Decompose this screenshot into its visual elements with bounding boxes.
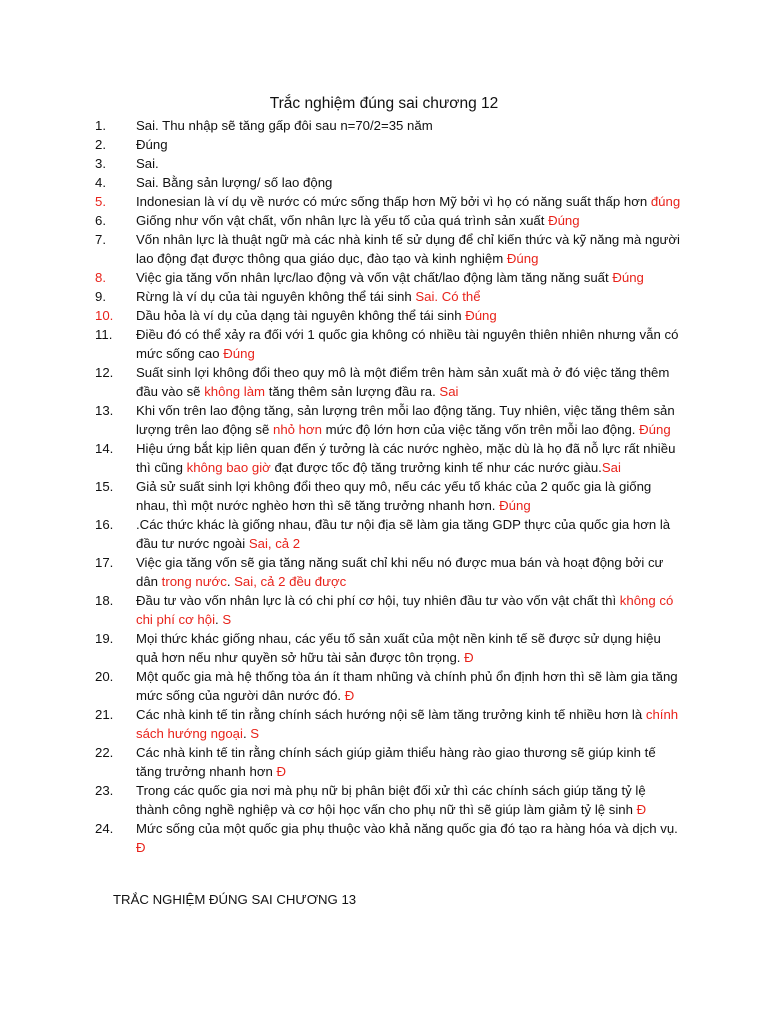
question-number: 6. (95, 213, 106, 228)
question-text (136, 669, 678, 703)
statement-text: đạt được tốc độ tăng trưởng kinh tế như các nước giàu. (270, 460, 602, 475)
answer-highlight: trong nước (161, 574, 227, 589)
question-number: 14. (95, 441, 114, 456)
statement-text: Các nhà kinh tế tin rằng chính sách giúp giảm thiểu hàng rào giao thương sẽ giúp kinh tế tăng trưởng nhanh hơn (136, 745, 656, 779)
statement-text: . (242, 726, 251, 741)
question-number: 4. (95, 175, 106, 190)
answer-highlight: Sai (601, 460, 621, 475)
question-text (136, 745, 656, 779)
answer-highlight: Đ (276, 764, 287, 779)
statement-text: tăng thêm sản lượng đầu ra. (265, 384, 440, 399)
answer-highlight: Đúng (612, 270, 644, 285)
question-text (136, 631, 661, 665)
question-item (0, 439, 681, 477)
answer-highlight: Đ (344, 688, 355, 703)
question-item (0, 743, 681, 781)
statement-text: Hiệu ứng bắt kịp liên quan đến ý tưởng là các nước nghèo, mặc dù là họ đã nỗ lực rất nhiều thì cũng (136, 441, 676, 475)
question-item (0, 211, 681, 230)
question-number: 11. (95, 327, 113, 342)
question-text (136, 194, 680, 209)
question-text (136, 175, 332, 190)
question-text (136, 156, 159, 171)
answer-highlight: Đúng (499, 498, 531, 513)
question-text (136, 821, 678, 855)
question-number: 17. (95, 555, 114, 570)
statement-text: Trong các quốc gia nơi mà phụ nữ bị phân biệt đối xử thì các chính sách giúp tăng tỷ lệ thành công nghề nghiệp và cơ hội học vấn cho phụ nữ thì sẽ giúp làm giảm tỷ lệ sinh (136, 783, 646, 817)
question-text (136, 270, 644, 285)
question-text (136, 555, 663, 589)
answer-highlight: Đúng (465, 308, 497, 323)
answer-highlight: Sai. Có thể (415, 289, 481, 304)
question-number: 24. (95, 821, 114, 836)
statement-text: Đúng (136, 137, 168, 152)
answer-highlight: S (250, 726, 260, 741)
question-item (0, 705, 681, 743)
question-text (136, 289, 481, 304)
question-item (0, 515, 681, 553)
question-text (136, 403, 675, 437)
question-item (0, 192, 681, 211)
question-text (136, 783, 646, 817)
question-number: 16. (95, 517, 114, 532)
question-number: 13. (95, 403, 114, 418)
question-item (0, 325, 681, 363)
statement-text: Việc gia tăng vốn nhân lực/lao động và vốn vật chất/lao động làm tăng năng suất (136, 270, 613, 285)
question-number: 5. (95, 194, 106, 209)
question-number: 15. (95, 479, 114, 494)
answer-highlight: không bao giờ (186, 460, 271, 475)
question-item (0, 667, 681, 705)
answer-highlight: Đúng (506, 251, 539, 266)
question-number: 9. (95, 289, 106, 304)
question-item (0, 629, 681, 667)
question-number: 18. (95, 593, 114, 608)
question-number: 10. (95, 308, 114, 323)
question-number: 19. (95, 631, 114, 646)
question-number: 1. (95, 118, 106, 133)
statement-text: Mức sống của một quốc gia phụ thuộc vào khả năng quốc gia đó tạo ra hàng hóa và dịch vụ. (136, 821, 678, 836)
statement-text: Sai. (136, 156, 159, 171)
answer-highlight: Đ (136, 840, 146, 855)
answer-highlight: Sai, cả 2 (248, 536, 301, 551)
question-number: 2. (95, 137, 106, 152)
answer-highlight: S (222, 612, 232, 627)
question-item (0, 781, 681, 819)
statement-text: mức độ lớn hơn của việc tăng vốn trên mỗi lao động. (321, 422, 640, 437)
answer-highlight: Đúng (548, 213, 580, 228)
next-chapter-heading: TRẮC NGHIỆM ĐÚNG SAI CHƯƠNG 13 (113, 892, 357, 907)
statement-text: Vốn nhân lực là thuật ngữ mà các nhà kinh tế sử dụng để chỉ kiến thức và kỹ năng mà người lao động đạt được thông qua giáo dục, đào tạo và kinh nghiệm (136, 232, 680, 266)
question-item (0, 154, 681, 173)
answer-highlight: đúng (650, 194, 681, 209)
statement-text: Dầu hỏa là ví dụ của dạng tài nguyên không thể tái sinh (136, 308, 466, 323)
question-number: 23. (95, 783, 114, 798)
answer-highlight: Đ (464, 650, 474, 665)
answer-highlight: Đúng (223, 346, 255, 361)
question-list (0, 116, 768, 857)
question-item (0, 230, 681, 268)
question-text (136, 479, 651, 513)
question-item (0, 135, 681, 154)
answer-highlight: không làm (204, 384, 266, 399)
statement-text: .Các thức khác là giống nhau, đầu tư nội địa sẽ làm gia tăng GDP thực của quốc gia hơn là đầu tư nước ngoài (136, 517, 671, 551)
question-item (0, 173, 681, 192)
question-item (0, 116, 681, 135)
answer-highlight: chính sách hướng ngoại (136, 707, 679, 741)
question-number: 21. (95, 707, 114, 722)
answer-highlight: Sai (439, 384, 459, 399)
question-text (136, 441, 675, 475)
statement-text: Indonesian là ví dụ về nước có mức sống thấp hơn Mỹ bởi vì họ có năng suất thấp hơn (136, 194, 651, 209)
statement-text: Việc gia tăng vốn sẽ gia tăng năng suất chỉ khi nếu nó được mua bán và hoạt động bởi cư dân (136, 555, 664, 589)
answer-highlight: Đ (636, 802, 647, 817)
question-item (0, 363, 681, 401)
question-number: 3. (95, 156, 106, 171)
answer-highlight: Sai, cả 2 đều được (234, 574, 347, 589)
question-number: 22. (95, 745, 114, 760)
question-text (136, 517, 670, 551)
statement-text: Giả sử suất sinh lợi không đổi theo quy mô, nếu các yếu tố khác của 2 quốc gia là giống nhau, thì một nước nghèo hơn thì sẽ tăng trưởng nhanh hơn. (136, 479, 652, 513)
question-text (136, 232, 680, 266)
question-text (136, 593, 673, 627)
answer-highlight: nhỏ hơn (272, 422, 322, 437)
statement-text: Sai. Bằng sản lượng/ số lao động (136, 175, 333, 190)
question-text (136, 365, 669, 399)
question-text (136, 327, 678, 361)
question-text (136, 118, 433, 133)
statement-text: Suất sinh lợi không đổi theo quy mô là một điểm trên hàm sản xuất mà ở đó việc tăng thêm đầu vào sẽ (136, 365, 670, 399)
question-item (0, 591, 681, 629)
statement-text: Rừng là ví dụ của tài nguyên không thể tái sinh (136, 289, 416, 304)
question-text (136, 137, 168, 152)
statement-text: Khi vốn trên lao động tăng, sản lượng trên mỗi lao động tăng. Tuy nhiên, việc tăng thêm sản lượng trên lao động sẽ (136, 403, 675, 437)
statement-text: Sai. Thu nhập sẽ tăng gấp đôi sau n=70/2=35 năm (136, 118, 433, 133)
question-number: 20. (95, 669, 114, 684)
question-number: 12. (95, 365, 114, 380)
answer-highlight: không có chi phí cơ hội (136, 593, 674, 627)
statement-text: Giống như vốn vật chất, vốn nhân lực là yếu tố của quá trình sản xuất (136, 213, 549, 228)
question-item (0, 553, 681, 591)
statement-text: Một quốc gia mà hệ thống tòa án ít tham nhũng và chính phủ ổn định hơn thì sẽ làm gia tăng mức sống của người dân nước đó. (136, 669, 678, 703)
question-text (136, 707, 678, 741)
statement-text: Điều đó có thể xảy ra đối với 1 quốc gia không có nhiều tài nguyên thiên nhiên nhưng vẫn có mức sống cao (136, 327, 679, 361)
statement-text: . (215, 612, 223, 627)
question-text (136, 213, 580, 228)
question-item (0, 401, 681, 439)
question-item (0, 477, 681, 515)
statement-text: Các nhà kinh tế tin rằng chính sách hướng nội sẽ làm tăng trưởng kinh tế nhiều hơn là (136, 707, 646, 722)
question-text (136, 308, 497, 323)
question-number: 8. (95, 270, 106, 285)
statement-text: Đầu tư vào vốn nhân lực là có chi phí cơ hội, tuy nhiên đầu tư vào vốn vật chất thì (136, 593, 620, 608)
document-title: Trắc nghiệm đúng sai chương 12 (269, 95, 499, 112)
statement-text: Mọi thức khác giống nhau, các yếu tố sản xuất của một nền kinh tế sẽ được sử dụng hiệu quả hơn nếu như quyền sở hữu tài sản được tôn trọng. (136, 631, 661, 665)
question-item (0, 819, 681, 857)
question-item (0, 287, 681, 306)
question-item (0, 268, 681, 287)
answer-highlight: Đúng (639, 422, 671, 437)
question-item (0, 306, 681, 325)
question-number: 7. (95, 232, 106, 247)
statement-text: . (226, 574, 235, 589)
